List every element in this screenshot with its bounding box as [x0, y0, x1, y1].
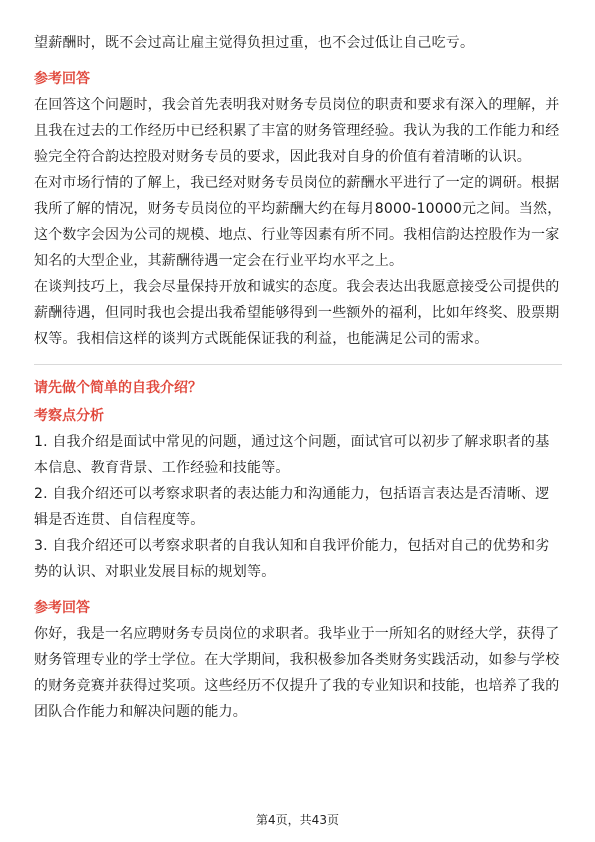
analysis-item-3: 3. 自我介绍还可以考察求职者的自我认知和自我评价能力，包括对自己的优势和劣势的认识、对职业发展目标的规划等。	[34, 538, 550, 580]
self-intro-answer: 你好，我是一名应聘财务专员岗位的求职者。我毕业于一所知名的财经大学，获得了财务管理专业的学士学位。在大学期间，我积极参加各类财务实践活动，如参与学校的财务竞赛并获得过奖项。这些经历不仅提升了我的专业知识和技能，也培养了我的团队合作能力和解决问题的能力。	[34, 626, 560, 720]
page-number: 第4页，共43页	[256, 813, 339, 827]
reference-answer-heading: 参考回答	[34, 71, 90, 87]
reference-paragraph-2: 在对市场行情的了解上，我已经对财务专员岗位的薪酬水平进行了一定的调研。根据我所了解的情况，财务专员岗位的平均薪酬大约在每月8000-10000元之间。当然，这个数字会因为公司的规模、地点、行业等因素有所不同。我相信韵达控股作为一家知名的大型企业，其薪酬待遇一定会在行业平均水平之上。	[34, 175, 562, 269]
reference-answer-heading-2: 参考回答	[34, 600, 90, 616]
analysis-item-2: 2. 自我介绍还可以考察求职者的表达能力和沟通能力，包括语言表达是否清晰、逻辑是否连贯、自信程度等。	[34, 486, 550, 528]
document-page	[34, 30, 562, 725]
question-heading: 请先做个简单的自我介绍？	[34, 380, 202, 396]
reference-paragraph-1: 在回答这个问题时，我会首先表明我对财务专员岗位的职责和要求有深入的理解，并且我在过去的工作经历中已经积累了丰富的财务管理经验。我认为我的工作能力和经验完全符合韵达控股对财务专员的要求，因此我对自身的价值有着清晰的认识。	[34, 97, 560, 165]
intro-tail-text: 望薪酬时，既不会过高让雇主觉得负担过重，也不会过低让自己吃亏。	[34, 35, 475, 51]
analysis-item-1: 1. 自我介绍是面试中常见的问题，通过这个问题，面试官可以初步了解求职者的基本信息、教育背景、工作经验和技能等。	[34, 434, 550, 476]
analysis-heading: 考察点分析	[34, 408, 104, 424]
reference-paragraph-3: 在谈判技巧上，我会尽量保持开放和诚实的态度。我会表达出我愿意接受公司提供的薪酬待遇，但同时我也会提出我希望能够得到一些额外的福利，比如年终奖、股票期权等。我相信这样的谈判方式既能保证我的利益，也能满足公司的需求。	[34, 279, 560, 347]
section-divider	[34, 364, 562, 365]
